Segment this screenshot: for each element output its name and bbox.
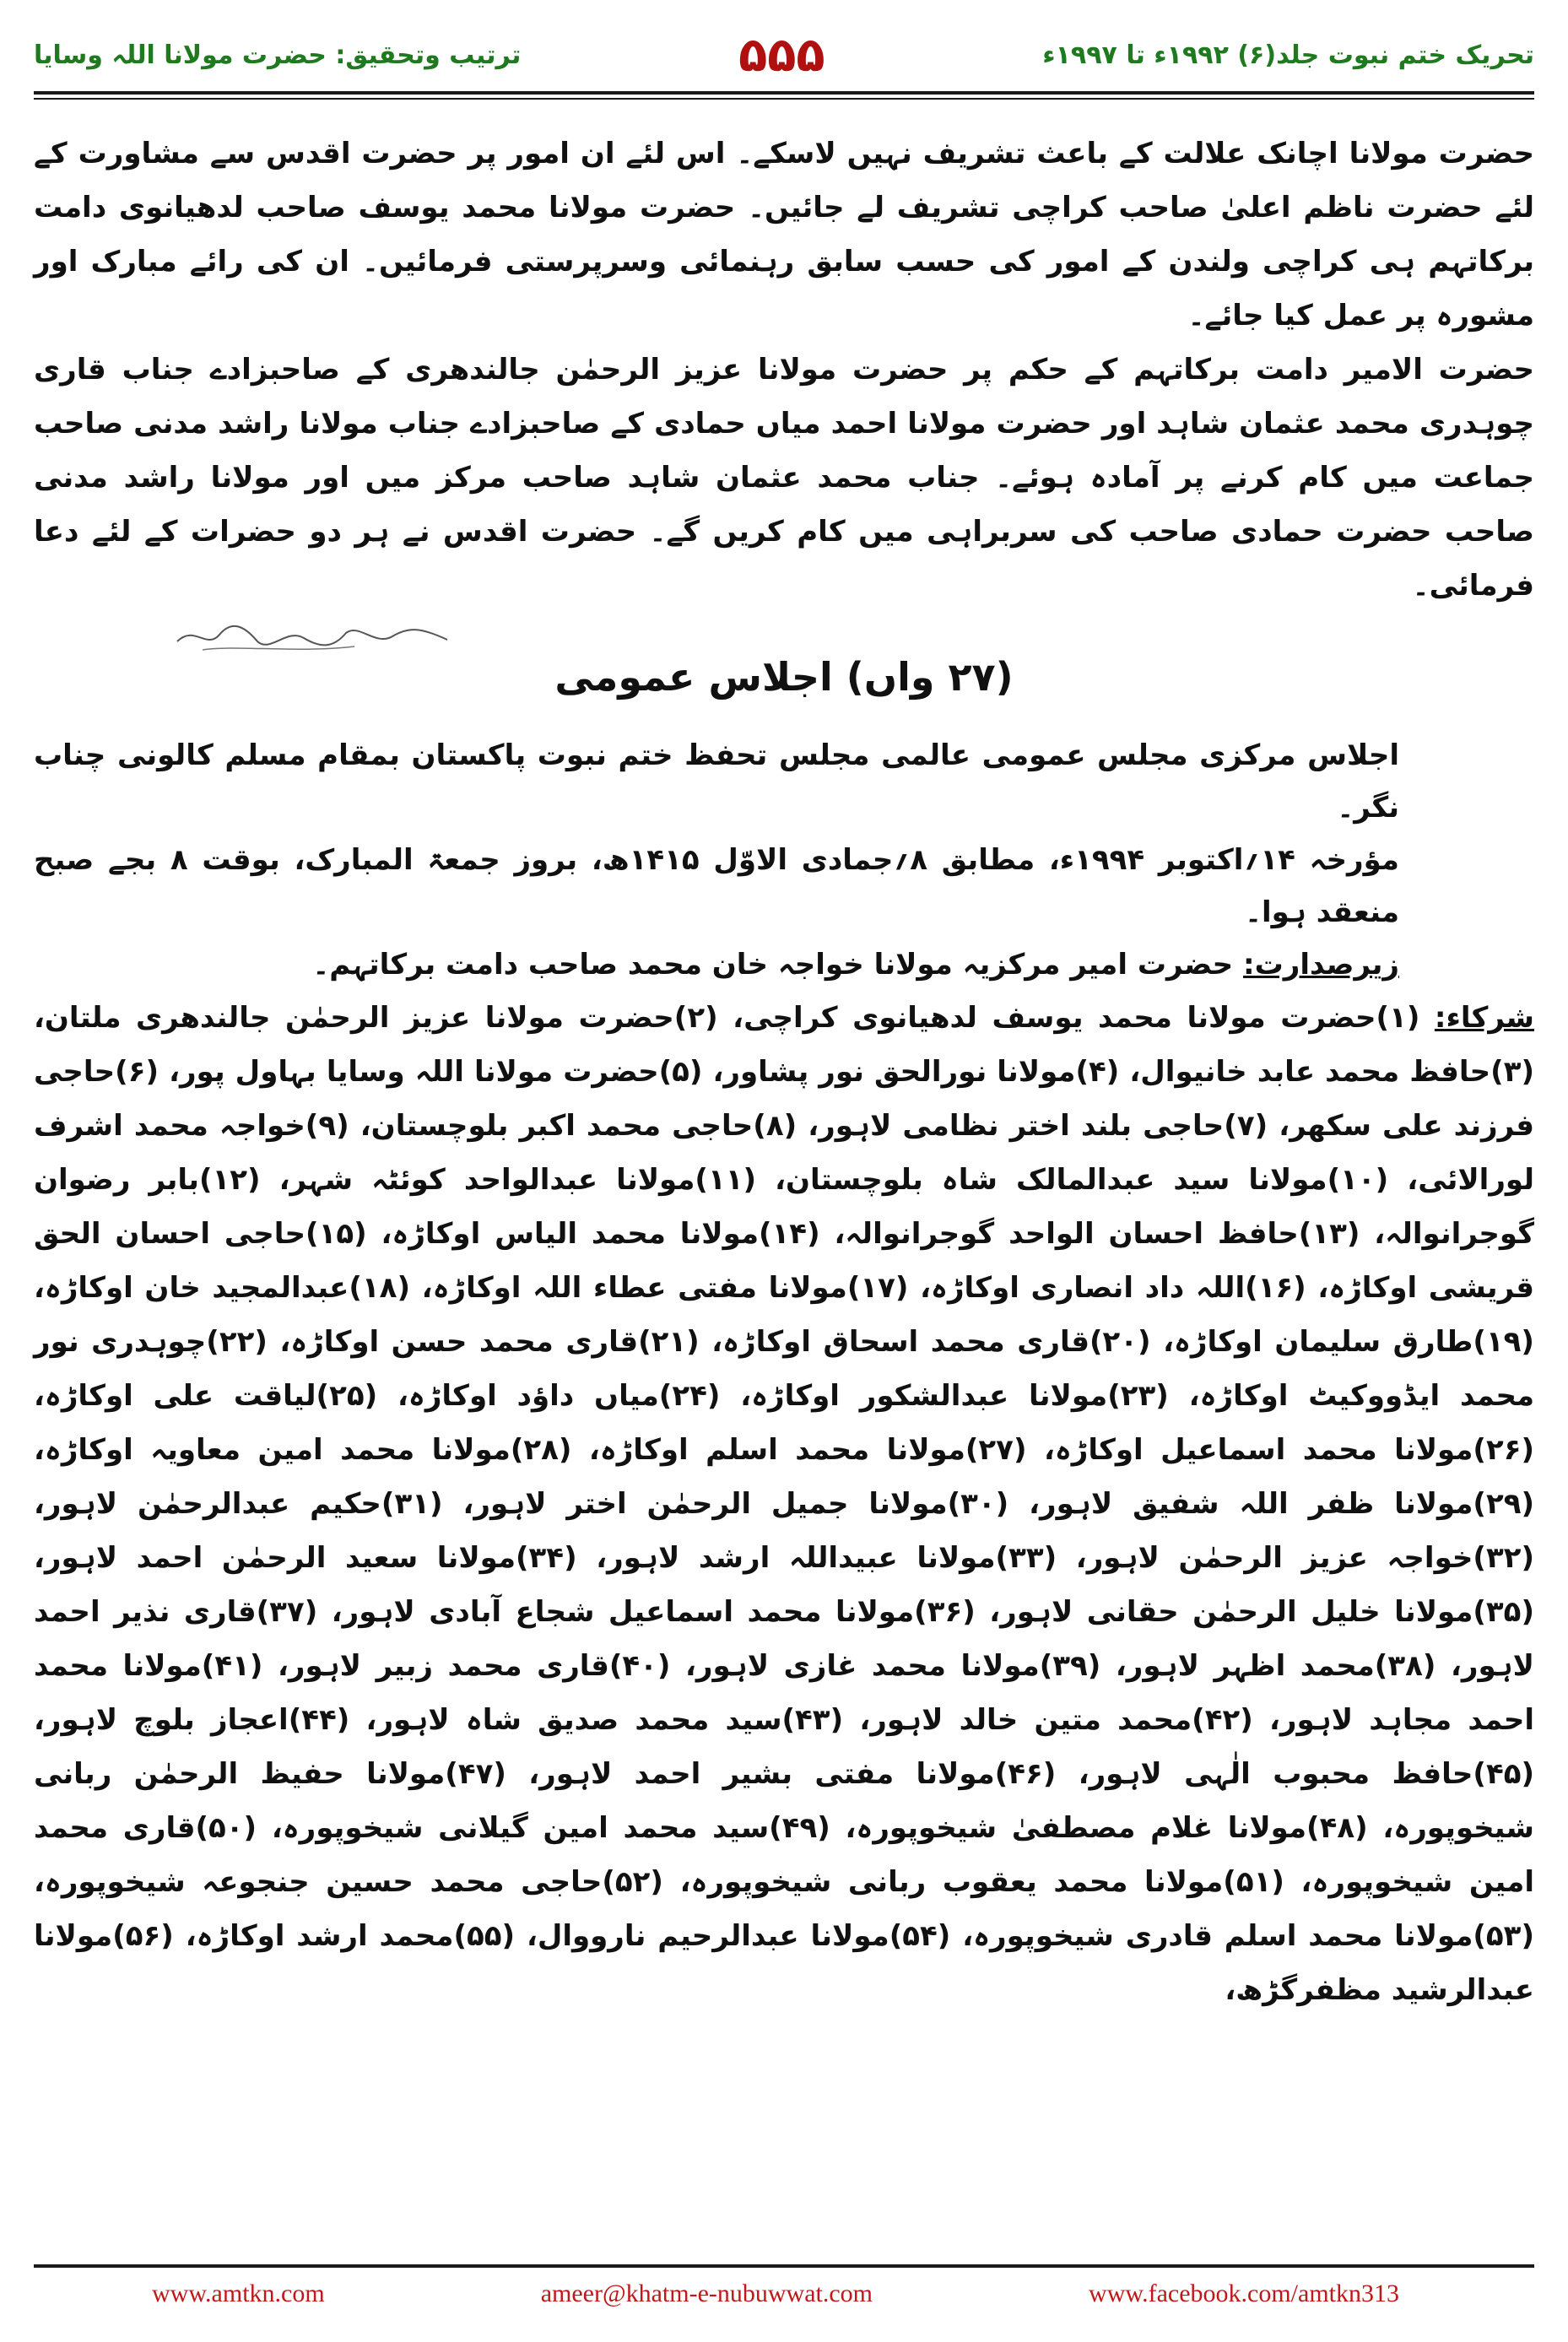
section-title: (۲۷ واں) اجلاس عمومی <box>554 654 1014 700</box>
signature-image <box>169 616 456 658</box>
participants-list <box>34 991 1534 2017</box>
page-body <box>34 127 1534 2017</box>
header-compiler: ترتیب وتحقیق: حضرت مولانا اللہ وسایا <box>34 40 522 70</box>
presidency-text: حضرت امیر مرکزیہ مولانا خواجہ خان محمد صاحب دامت برکاتہم۔ <box>312 948 1244 982</box>
meeting-date: مؤرخہ ۱۴؍اکتوبر ۱۹۹۴ء، مطابق ۸؍جمادی الاوّل ۱۴۱۵ھ، بروز جمعۃ المبارک، بوقت ۸ بجے صبح منعقد ہوا۔ <box>34 843 1399 929</box>
header-rule <box>34 91 1534 95</box>
page-footer <box>34 2264 1534 2308</box>
page-number: ۵۵۵ <box>738 27 825 83</box>
page-header <box>34 25 1534 84</box>
meeting-venue: اجلاس مرکزی مجلس عمومی عالمی مجلس تحفظ ختم نبوت پاکستان بمقام مسلم کالونی چناب نگر۔ <box>34 738 1399 825</box>
footer-email-link[interactable]: ameer@khatm-e-nubuwwat.com <box>540 2280 873 2307</box>
participants-text: (۱)حضرت مولانا محمد یوسف لدھیانوی کراچی، (۲)حضرت مولانا عزیز الرحمٰن جالندھری ملتان، (۳)حافظ محمد عابد خانیوال، (۴)مولانا نورالحق نور پشاور، (۵)حضرت مولانا اللہ وسایا بہاول پور، (۶)حاجی فرزند علی سکھر، (۷)حاجی بلند اختر نظامی لاہور، (۸)حاجی محمد اکبر بلوچستان، (۹)خواجہ محمد اشرف لورالائی، (۱۰)مولانا سید عبدالمالک شاہ بلوچستان، (۱۱)مولانا عبدالواحد کوئٹہ شہر، (۱۲)بابر رضوان گوجرانوالہ، (۱۳)حافظ احسان الواحد گوجرانوالہ، (۱۴)مولانا محمد الیاس اوکاڑہ، (۱۵)حاجی احسان الحق قریشی اوکاڑہ، (۱۶)اللہ داد انصاری اوکاڑہ، (۱۷)مولانا مفتی عطاء اللہ اوکاڑہ، (۱۸)عبدالمجید خان اوکاڑہ، (۱۹)طارق سلیمان اوکاڑہ، (۲۰)قاری محمد اسحاق اوکاڑہ، (۲۱)قاری محمد حسن اوکاڑہ، (۲۲)چوہدری نور محمد ایڈووکیٹ اوکاڑہ، (۲۳)مولانا عبدالشکور اوکاڑہ، (۲۴)میاں داؤد اوکاڑہ، (۲۵)لیاقت علی اوکاڑہ، (۲۶)مولانا محمد اسماعیل اوکاڑہ، (۲۷)مولانا محمد اسلم اوکاڑہ، (۲۸)مولانا محمد امین معاویہ اوکاڑہ، (۲۹)مولانا ظفر اللہ شفیق لاہور، (۳۰)مولانا جمیل الرحمٰن اختر لاہور، (۳۱)حکیم عبدالرحمٰن لاہور، (۳۲)خواجہ عزیز الرحمٰن لاہور، (۳۳)مولانا عبیداللہ ارشد لاہور، (۳۴)مولانا سعید الرحمٰن احمد لاہور، (۳۵)مولانا خلیل الرحمٰن حقانی لاہور، (۳۶)مولانا محمد اسماعیل شجاع آبادی لاہور، (۳۷)قاری نذیر احمد لاہور، (۳۸)محمد اظہر لاہور، (۳۹)مولانا محمد غازی لاہور، (۴۰)قاری محمد زبیر لاہور، (۴۱)مولانا محمد احمد مجاہد لاہور، (۴۲)محمد متین خالد لاہور، (۴۳)سید محمد صدیق شاہ لاہور، (۴۴)اعجاز بلوچ لاہور، (۴۵)حافظ محبوب الٰہی لاہور، (۴۶)مولانا مفتی بشیر احمد لاہور، (۴۷)مولانا حفیظ الرحمٰن ربانی شیخوپورہ، (۴۸)مولانا غلام مصطفیٰ شیخوپورہ، (۴۹)سید محمد امین گیلانی شیخوپورہ، (۵۰)قاری محمد امین شیخوپورہ، (۵۱)مولانا محمد یعقوب ربانی شیخوپورہ، (۵۲)حاجی محمد حسین جنجوعہ شیخوپورہ، (۵۳)مولانا محمد اسلم قادری شیخوپورہ، (۵۴)مولانا عبدالرحیم نارووال، (۵۵)محمد ارشد اوکاڑہ، (۵۶)مولانا عبدالرشید مظفرگڑھ، <box>34 1001 1535 2007</box>
footer-facebook-link[interactable]: www.facebook.com/amtkn313 <box>1089 2280 1399 2307</box>
footer-website-link[interactable]: www.amtkn.com <box>152 2280 325 2307</box>
header-book-title: تحریک ختم نبوت جلد(۶) ۱۹۹۲ء تا ۱۹۹۷ء <box>1042 40 1534 70</box>
meeting-presidency <box>34 938 1399 991</box>
header-rule-thin <box>34 98 1534 100</box>
paragraph-1: حضرت مولانا اچانک علالت کے باعث تشریف نہیں لاسکے۔ اس لئے ان امور پر حضرت اقدس سے مشاورت کے لئے حضرت ناظم اعلیٰ صاحب کراچی تشریف لے جائیں۔ حضرت مولانا محمد یوسف صاحب لدھیانوی دامت برکاتہم ہی کراچی ولندن کے امور کی حسب سابق رہنمائی وسرپرستی فرمائیں۔ ان کی رائے مبارک اور مشورہ پر عمل کیا جائے۔ <box>34 137 1534 333</box>
paragraph-2: حضرت الامیر دامت برکاتہم کے حکم پر حضرت مولانا عزیز الرحمٰن جالندھری کے صاحبزادے جناب قاری چوہدری محمد عثمان شاہد اور حضرت مولانا احمد میاں حمادی کے صاحبزادے جناب مولانا راشد مدنی صاحب جماعت میں کام کرنے پر آمادہ ہوئے۔ جناب محمد عثمان شاہد صاحب مرکز میں اور مولانا راشد مدنی صاحب حضرت حمادی صاحب کی سربراہی میں کام کریں گے۔ حضرت اقدس نے ہر دو حضرات کے لئے دعا فرمائی۔ <box>34 353 1534 603</box>
footer-links <box>34 2268 1534 2308</box>
participants-label: شرکاء: <box>1434 1001 1534 1035</box>
presidency-label: زیرصدارت: <box>1243 948 1399 982</box>
